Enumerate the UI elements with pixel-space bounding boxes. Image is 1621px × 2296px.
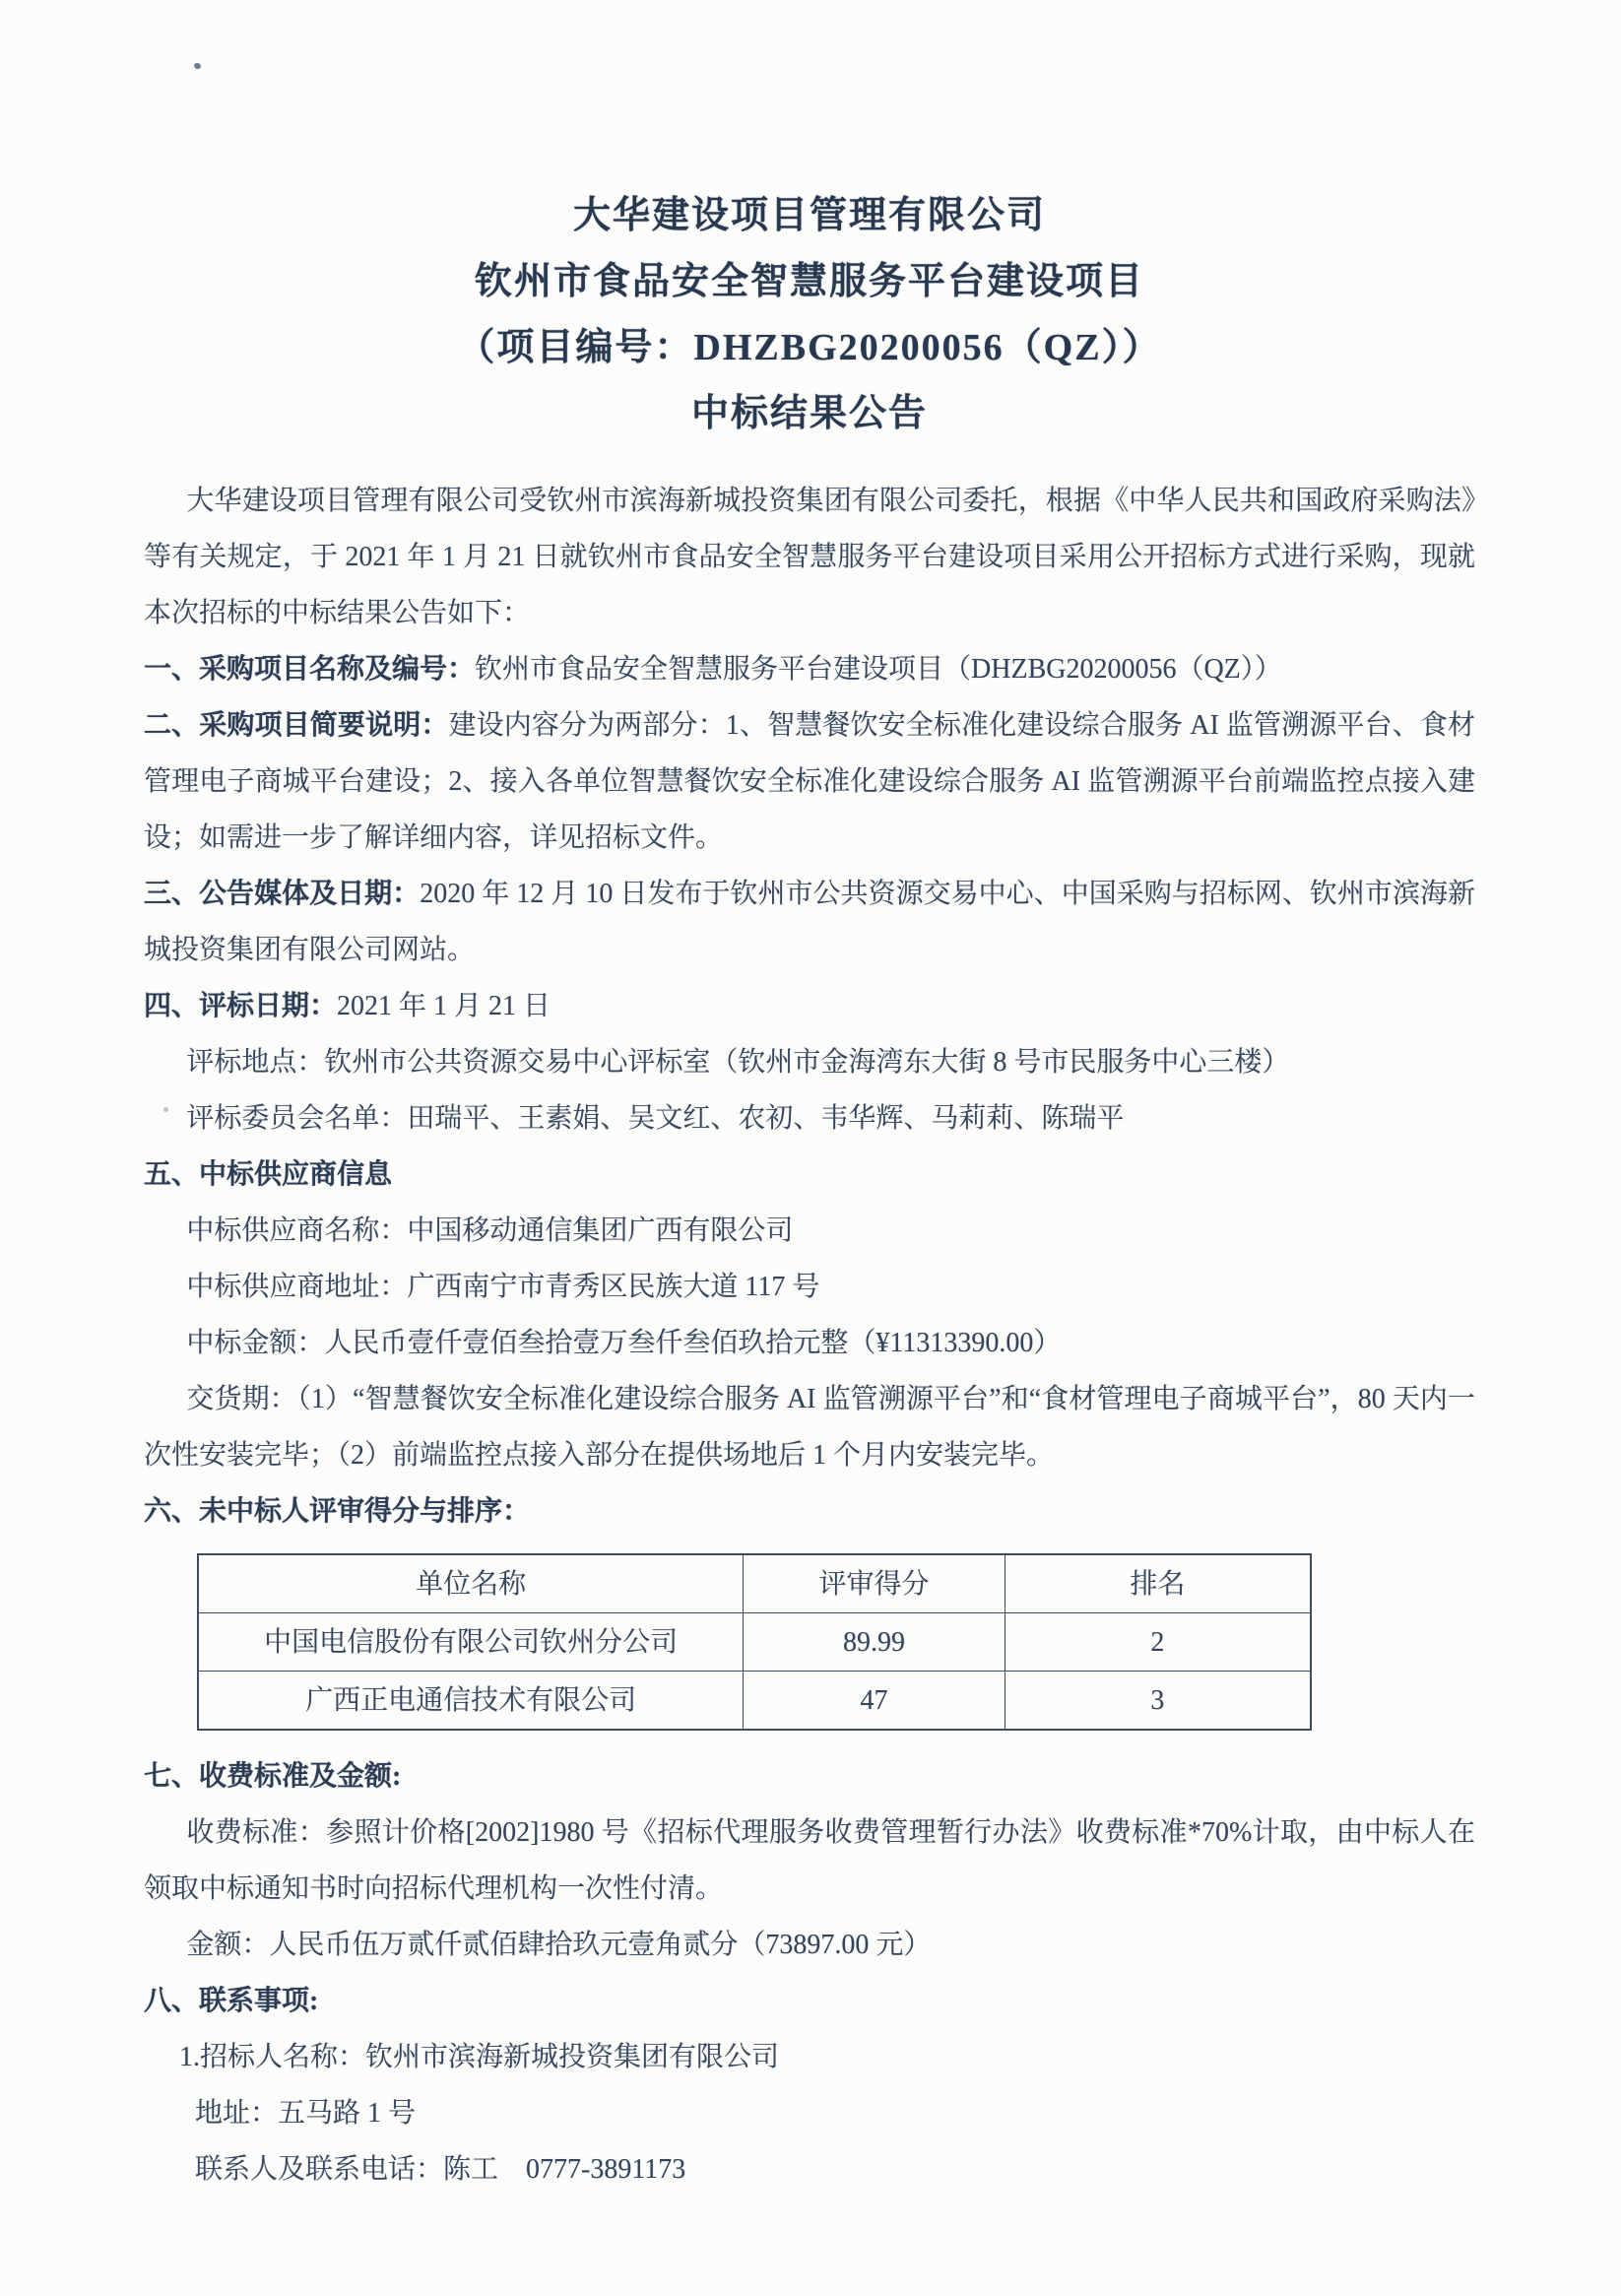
intro-paragraph: 大华建设项目管理有限公司受钦州市滨海新城投资集团有限公司委托，根据《中华人民共和国政府采购法》等有关规定，于 2021 年 1 月 21 日就钦州市食品安全智慧服务平台建设项目采用公开招标方式进行采购，现就本次招标的中标结果公告如下： [144, 486, 1475, 628]
doc-title-project-number: （项目编号：DHZBG20200056（QZ）） [457, 327, 1162, 368]
score-table-header-unit: 单位名称 [198, 1554, 744, 1613]
section-2-text: 建设内容分为两部分：1、智慧餐饮安全标准化建设综合服务 AI 监管溯源平台、食材管理电子商城平台建设；2、接入各单位智慧餐饮安全标准化建设综合服务 AI 监管溯源平台前端监控点接入建设；如需进一步了解详细内容，详见招标文件。 [144, 710, 1475, 853]
section-8 [144, 1973, 1475, 2029]
score-table [197, 1553, 1312, 1731]
section-1-heading: 一、采购项目名称及编号： [144, 654, 476, 685]
section-7 [144, 1748, 1475, 1804]
section-1-text: 钦州市食品安全智慧服务平台建设项目（DHZBG20200056（QZ）） [475, 654, 1282, 685]
contact-person-phone: 联系人及联系电话：陈工 0777-3891173 [195, 2154, 686, 2185]
evaluation-committee: 评标委员会名单：田瑞平、王素娟、吴文红、农初、韦华辉、马莉莉、陈瑞平 [186, 1103, 1125, 1134]
section-6-heading: 六、未中标人评审得分与排序： [144, 1496, 531, 1527]
evaluation-venue: 评标地点：钦州市公共资源交易中心评标室（钦州市金海湾东大街 8 号市民服务中心三楼） [186, 1047, 1290, 1078]
doc-title-project: 钦州市食品安全智慧服务平台建设项目 [474, 261, 1144, 302]
section-3-text: 2020 年 12 月 10 日发布于钦州市公共资源交易中心、中国采购与招标网、钦州市滨海新城投资集团有限公司网站。 [144, 879, 1475, 965]
bidder-name: 广西正电通信技术有限公司 [198, 1672, 744, 1731]
fee-standard: 收费标准：参照计价格[2002]1980 号《招标代理服务收费管理暂行办法》收费标准*70%计取，由中标人在领取中标通知书时向招标代理机构一次性付清。 [144, 1817, 1475, 1904]
score-table-header-rank: 排名 [1005, 1554, 1311, 1613]
winning-supplier-name: 中标供应商名称：中国移动通信集团广西有限公司 [186, 1215, 794, 1246]
bidder-rank: 3 [1005, 1672, 1311, 1731]
document-content [144, 183, 1475, 2198]
bidder-score: 89.99 [744, 1613, 1005, 1672]
bidder-score: 47 [744, 1672, 1005, 1731]
section-3-heading: 三、公告媒体及日期： [144, 879, 421, 909]
section-1 [144, 641, 1475, 697]
tenderer-address: 地址：五马路 1 号 [195, 2098, 417, 2129]
tenderer-name: 1.招标人名称：钦州市滨海新城投资集团有限公司 [179, 2042, 780, 2072]
document-title-block [144, 183, 1475, 447]
bidder-name: 中国电信股份有限公司钦州分公司 [198, 1613, 744, 1672]
scan-speck [193, 62, 202, 70]
section-2 [144, 697, 1475, 866]
delivery-terms: 交货期：（1）“智慧餐饮安全标准化建设综合服务 AI 监管溯源平台”和“食材管理电子商城平台”，80 天内一次性安装完毕；（2）前端监控点接入部分在提供场地后 1 个月内安装完毕。 [144, 1384, 1475, 1471]
section-3 [144, 866, 1475, 978]
document-body [144, 473, 1475, 2198]
bidder-rank: 2 [1005, 1613, 1311, 1672]
winning-amount: 中标金额：人民币壹仟壹佰叁拾壹万叁仟叁佰玖拾元整（¥11313390.00） [186, 1328, 1062, 1358]
score-table-header-row [198, 1554, 1311, 1613]
section-4 [144, 978, 1475, 1034]
section-2-heading: 二、采购项目简要说明： [144, 710, 449, 741]
section-5-heading: 五、中标供应商信息 [144, 1159, 393, 1190]
fee-amount: 金额：人民币伍万贰仟贰佰肆拾玖元壹角贰分（73897.00 元） [186, 1930, 932, 1960]
winning-supplier-address: 中标供应商地址：广西南宁市青秀区民族大道 117 号 [186, 1272, 820, 1302]
score-table-header-score: 评审得分 [744, 1554, 1005, 1613]
section-4-date: 2021 年 1 月 21 日 [337, 991, 551, 1021]
doc-title-announcement: 中标结果公告 [690, 393, 928, 434]
table-row [198, 1613, 1311, 1672]
doc-title-company: 大华建设项目管理有限公司 [572, 195, 1046, 236]
section-4-heading: 四、评标日期： [144, 991, 338, 1021]
section-5 [144, 1147, 1475, 1203]
section-6 [144, 1483, 1475, 1540]
table-row [198, 1672, 1311, 1731]
section-7-heading: 七、收费标准及金额: [144, 1761, 402, 1792]
section-8-heading: 八、联系事项: [144, 1986, 319, 2016]
